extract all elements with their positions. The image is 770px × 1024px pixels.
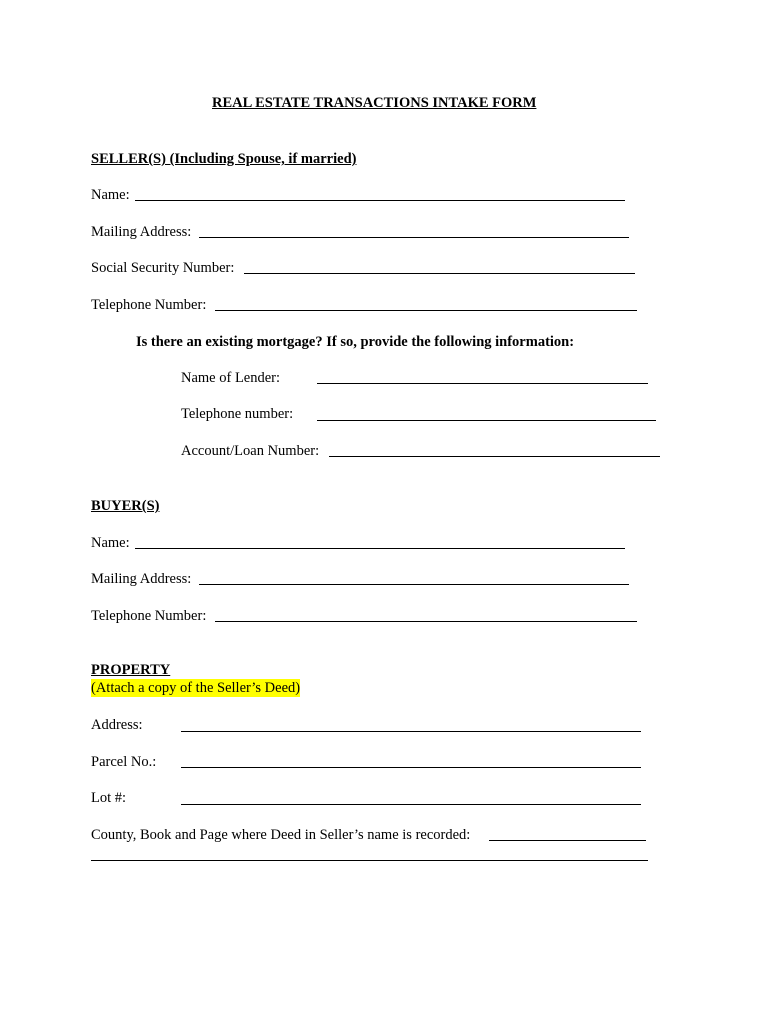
seller-ssn-field[interactable] [244,273,635,274]
parcel-label: Parcel No.: [91,754,157,770]
account-loan-field[interactable] [329,456,660,457]
property-heading: PROPERTY [91,662,171,678]
county-book-page-field[interactable] [489,840,646,841]
seller-telephone-field[interactable] [215,310,637,311]
buyer-heading: BUYER(S) [91,498,160,514]
lender-telephone-label: Telephone number: [181,406,294,422]
lot-label: Lot #: [91,790,127,806]
seller-ssn-label: Social Security Number: [91,260,235,276]
form-title: REAL ESTATE TRANSACTIONS INTAKE FORM [212,95,537,111]
buyer-telephone-label: Telephone Number: [91,608,207,624]
buyer-mailing-address-field[interactable] [199,584,629,585]
county-book-page-label: County, Book and Page where Deed in Seller’s name is recorded: [91,827,471,843]
property-address-label: Address: [91,717,143,733]
buyer-mailing-address-label: Mailing Address: [91,571,192,587]
county-book-page-field-continued[interactable] [91,860,648,861]
property-note: (Attach a copy of the Seller’s Deed) [91,680,301,696]
buyer-telephone-field[interactable] [215,621,637,622]
mortgage-question: Is there an existing mortgage? If so, provide the following information: [136,334,575,350]
buyer-name-field[interactable] [135,548,625,549]
lender-name-label: Name of Lender: [181,370,281,386]
seller-name-label: Name: [91,187,130,203]
lender-telephone-field[interactable] [317,420,656,421]
seller-mailing-address-field[interactable] [199,237,629,238]
seller-name-field[interactable] [135,200,625,201]
seller-mailing-address-label: Mailing Address: [91,224,192,240]
buyer-name-label: Name: [91,535,130,551]
account-loan-label: Account/Loan Number: [181,443,320,459]
seller-telephone-label: Telephone Number: [91,297,207,313]
parcel-field[interactable] [181,767,641,768]
lender-name-field[interactable] [317,383,648,384]
seller-heading: SELLER(S) (Including Spouse, if married) [91,151,357,167]
property-address-field[interactable] [181,731,641,732]
lot-field[interactable] [181,804,641,805]
